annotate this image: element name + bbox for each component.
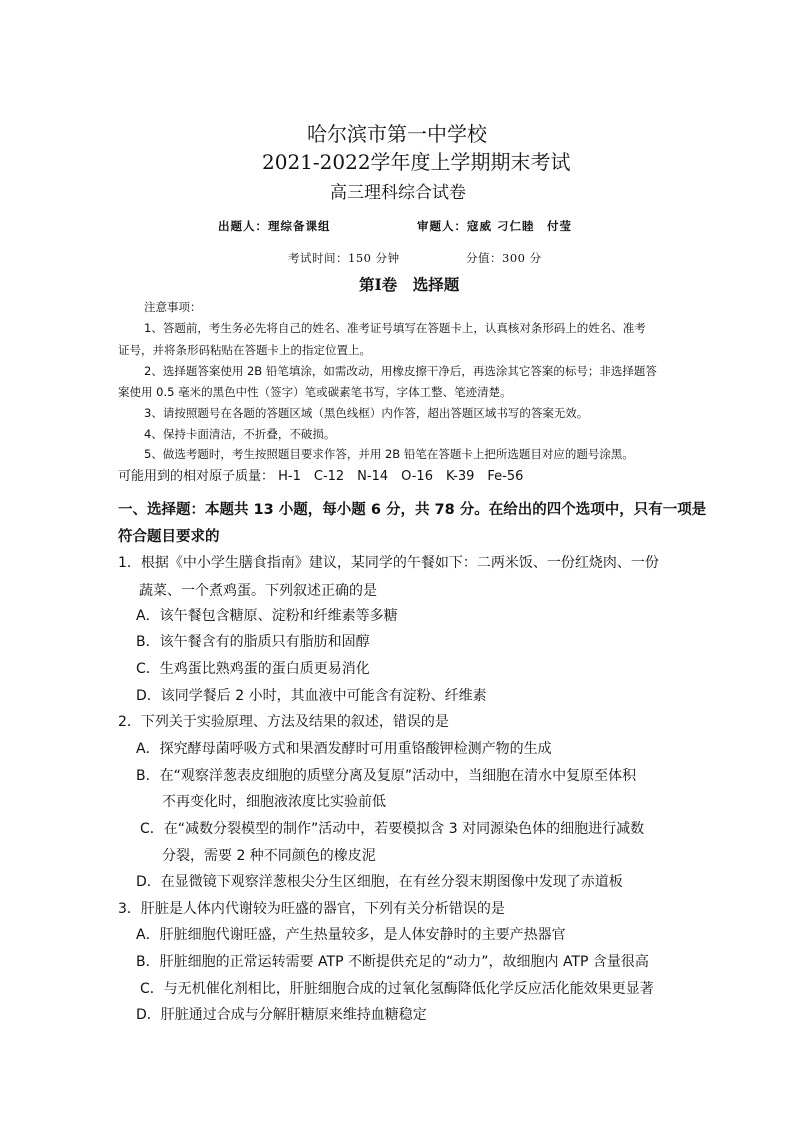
notes-heading: 注意事项： bbox=[144, 300, 202, 314]
atomic-masses: 可能用到的相对原子质量： H-1 C-12 N-14 O-16 K-39 Fe-56 bbox=[118, 469, 524, 484]
note-line: 证号，并将条形码粘贴在答题卡上的指定位置上。 bbox=[118, 343, 371, 357]
question-1-option-a: A．该午餐包含糖原、淀粉和纤维素等多糖 bbox=[136, 608, 398, 624]
author-line: 出题人：理综备课组 bbox=[218, 219, 331, 233]
note-line: 5、做选考题时，考生按照题目要求作答，并用 2B 铅笔在答题卡上把所选题目对应的题号涂黑。 bbox=[144, 447, 634, 461]
question-2-option-d: D．在显微镜下观察洋葱根尖分生区细胞，在有丝分裂末期图像中发现了赤道板 bbox=[136, 874, 623, 890]
question-1-stem: 1．根据《中小学生膳食指南》建议，某同学的午餐如下：二两米饭、一份红烧肉、一份 bbox=[118, 555, 659, 571]
note-line: 4、保持卡面清洁，不折叠，不破损。 bbox=[144, 427, 336, 441]
question-2-option-c: C．在“减数分裂模型的制作”活动中，若要模拟含 3 对同源染色体的细胞进行减数 bbox=[140, 821, 645, 837]
question-3-option-b: B．肝脏细胞的正常运转需要 ATP 不断提供充足的“动力”，故细胞内 ATP 含量很高 bbox=[136, 954, 649, 970]
question-1-option-b: B．该午餐含有的脂质只有脂肪和固醇 bbox=[136, 634, 370, 650]
exam-term: 2021-2022学年度上学期期末考试 bbox=[262, 150, 571, 174]
question-2-option-b-cont: 不再变化时，细胞液浓度比实验前低 bbox=[162, 794, 386, 810]
note-line: 3、请按照题号在各题的答题区域（黑色线框）内作答，超出答题区域书写的答案无效。 bbox=[144, 406, 589, 420]
question-1-option-c: C．生鸡蛋比熟鸡蛋的蛋白质更易消化 bbox=[136, 661, 370, 677]
school-name: 哈尔滨市第一中学校 bbox=[307, 122, 487, 146]
part1-heading: 一、选择题：本题共 13 小题，每小题 6 分，共 78 分。在给出的四个选项中，只有一项是 bbox=[118, 502, 707, 518]
reviewer-line: 审题人：寇威 刁仁睦 付莹 bbox=[417, 219, 573, 233]
question-3-option-a: A．肝脏细胞代谢旺盛，产生热量较多，是人体安静时的主要产热器官 bbox=[136, 927, 566, 943]
question-3-option-c: C．与无机催化剂相比，肝脏细胞合成的过氧化氢酶降低化学反应活化能效果更显著 bbox=[140, 981, 654, 997]
note-line: 1、答题前，考生务必先将自己的姓名、准考证号填写在答题卡上，认真核对条形码上的姓名、准考 bbox=[144, 321, 646, 335]
question-2-option-c-cont: 分裂，需要 2 种不同颜色的橡皮泥 bbox=[162, 848, 376, 864]
note-line: 2、选择题答案使用 2B 铅笔填涂，如需改动，用橡皮擦干净后，再选涂其它答案的标号；非选择题答 bbox=[144, 364, 657, 378]
note-line: 案使用 0.5 毫米的黑色中性（签字）笔或碳素笔书写，字体工整、笔迹清楚。 bbox=[118, 385, 512, 399]
section-title: 第Ⅰ卷 选择题 bbox=[359, 275, 460, 294]
question-1-option-d: D．该同学餐后 2 小时，其血液中可能含有淀粉、纤维素 bbox=[136, 688, 487, 704]
exam-subject: 高三理科综合试卷 bbox=[330, 183, 466, 203]
question-3-stem: 3．肝脏是人体内代谢较为旺盛的器官，下列有关分析错误的是 bbox=[118, 901, 505, 917]
question-2-stem: 2．下列关于实验原理、方法及结果的叙述，错误的是 bbox=[118, 714, 449, 730]
question-1-stem-cont: 蔬菜、一个煮鸡蛋。下列叙述正确的是 bbox=[139, 583, 377, 599]
exam-time: 考试时间：150 分钟 bbox=[288, 251, 400, 265]
question-3-option-d: D．肝脏通过合成与分解肝糖原来维持血糖稳定 bbox=[136, 1007, 427, 1023]
exam-score: 分值：300 分 bbox=[466, 251, 542, 265]
part1-heading-cont: 符合题目要求的 bbox=[118, 529, 220, 545]
question-2-option-b: B．在“观察洋葱表皮细胞的质壁分离及复原”活动中，当细胞在清水中复原至体积 bbox=[136, 768, 637, 784]
question-2-option-a: A．探究酵母菌呼吸方式和果酒发酵时可用重铬酸钾检测产物的生成 bbox=[136, 741, 552, 757]
